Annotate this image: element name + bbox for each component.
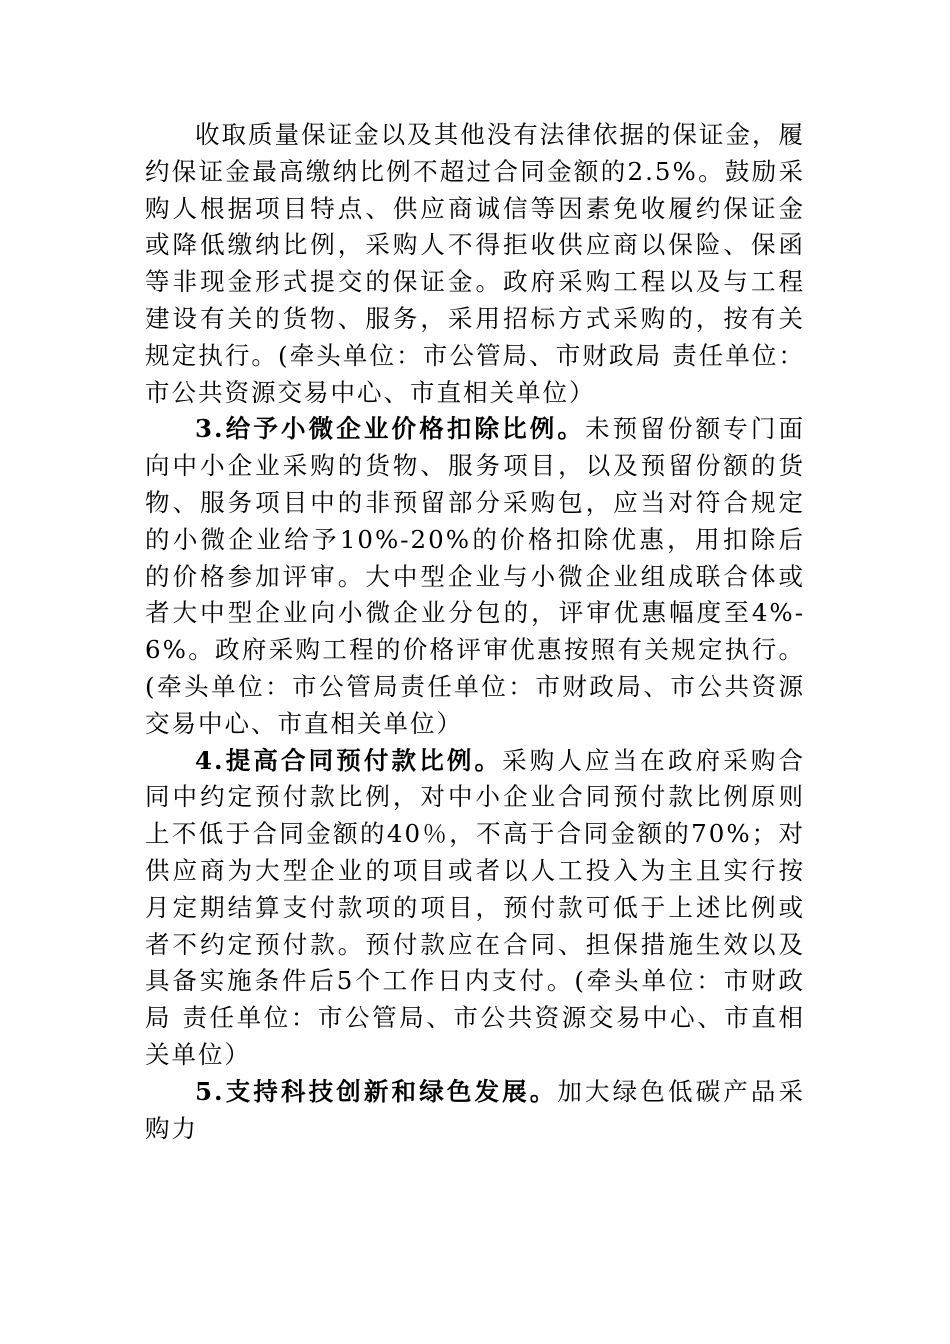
paragraph-heading: 5.支持科技创新和绿色发展。 [195,1076,558,1106]
paragraph-price-deduction [145,411,805,742]
paragraph-body: 采购人应当在政府采购合同中约定预付款比例，对中小企业合同预付款比例原则上不低于合同金额的40％，不高于合同金额的70%；对供应商为大型企业的项目或者以人工投入为主且实行按月定期结算支付款项的项目，预付款可低于上述比例或者不约定预付款。预付款应在合同、担保措施生效以及具备实施条件后5个工作日内支付。(牵头单位：市财政局 责任单位：市公管局、市公共资源交易中心、市直相关单位） [145,745,805,1069]
paragraph-body: 加大绿色低碳产品采购力 [145,1076,806,1143]
document-page [145,117,805,1147]
paragraph-green-innovation [145,1074,805,1148]
paragraph-performance-bond [145,117,805,411]
paragraph-heading: 3.给予小微企业价格扣除比例。 [195,414,586,444]
paragraph-advance-payment [145,743,805,1074]
paragraph-body: 收取质量保证金以及其他没有法律依据的保证金，履约保证金最高缴纳比例不超过合同金额的2.5%。鼓励采购人根据项目特点、供应商诚信等因素免收履约保证金或降低缴纳比例，采购人不得拒收供应商以保险、保函等非现金形式提交的保证金。政府采购工程以及与工程建设有关的货物、服务，采用招标方式采购的，按有关规定执行。(牵头单位：市公管局、市财政局 责任单位：市公共资源交易中心、市直相关单位） [145,120,805,407]
paragraph-body: 未预留份额专门面向中小企业采购的货物、服务项目，以及预留份额的货物、服务项目中的非预留部分采购包，应当对符合规定的小微企业给予10%-20%的价格扣除优惠，用扣除后的价格参加评审。大中型企业与小微企业组成联合体或者大中型企业向小微企业分包的，评审优惠幅度至4%-6%。政府采购工程的价格评审优惠按照有关规定执行。(牵头单位：市公管局责任单位：市财政局、市公共资源交易中心、市直相关单位） [145,414,806,738]
paragraph-heading: 4.提高合同预付款比例。 [195,745,503,775]
